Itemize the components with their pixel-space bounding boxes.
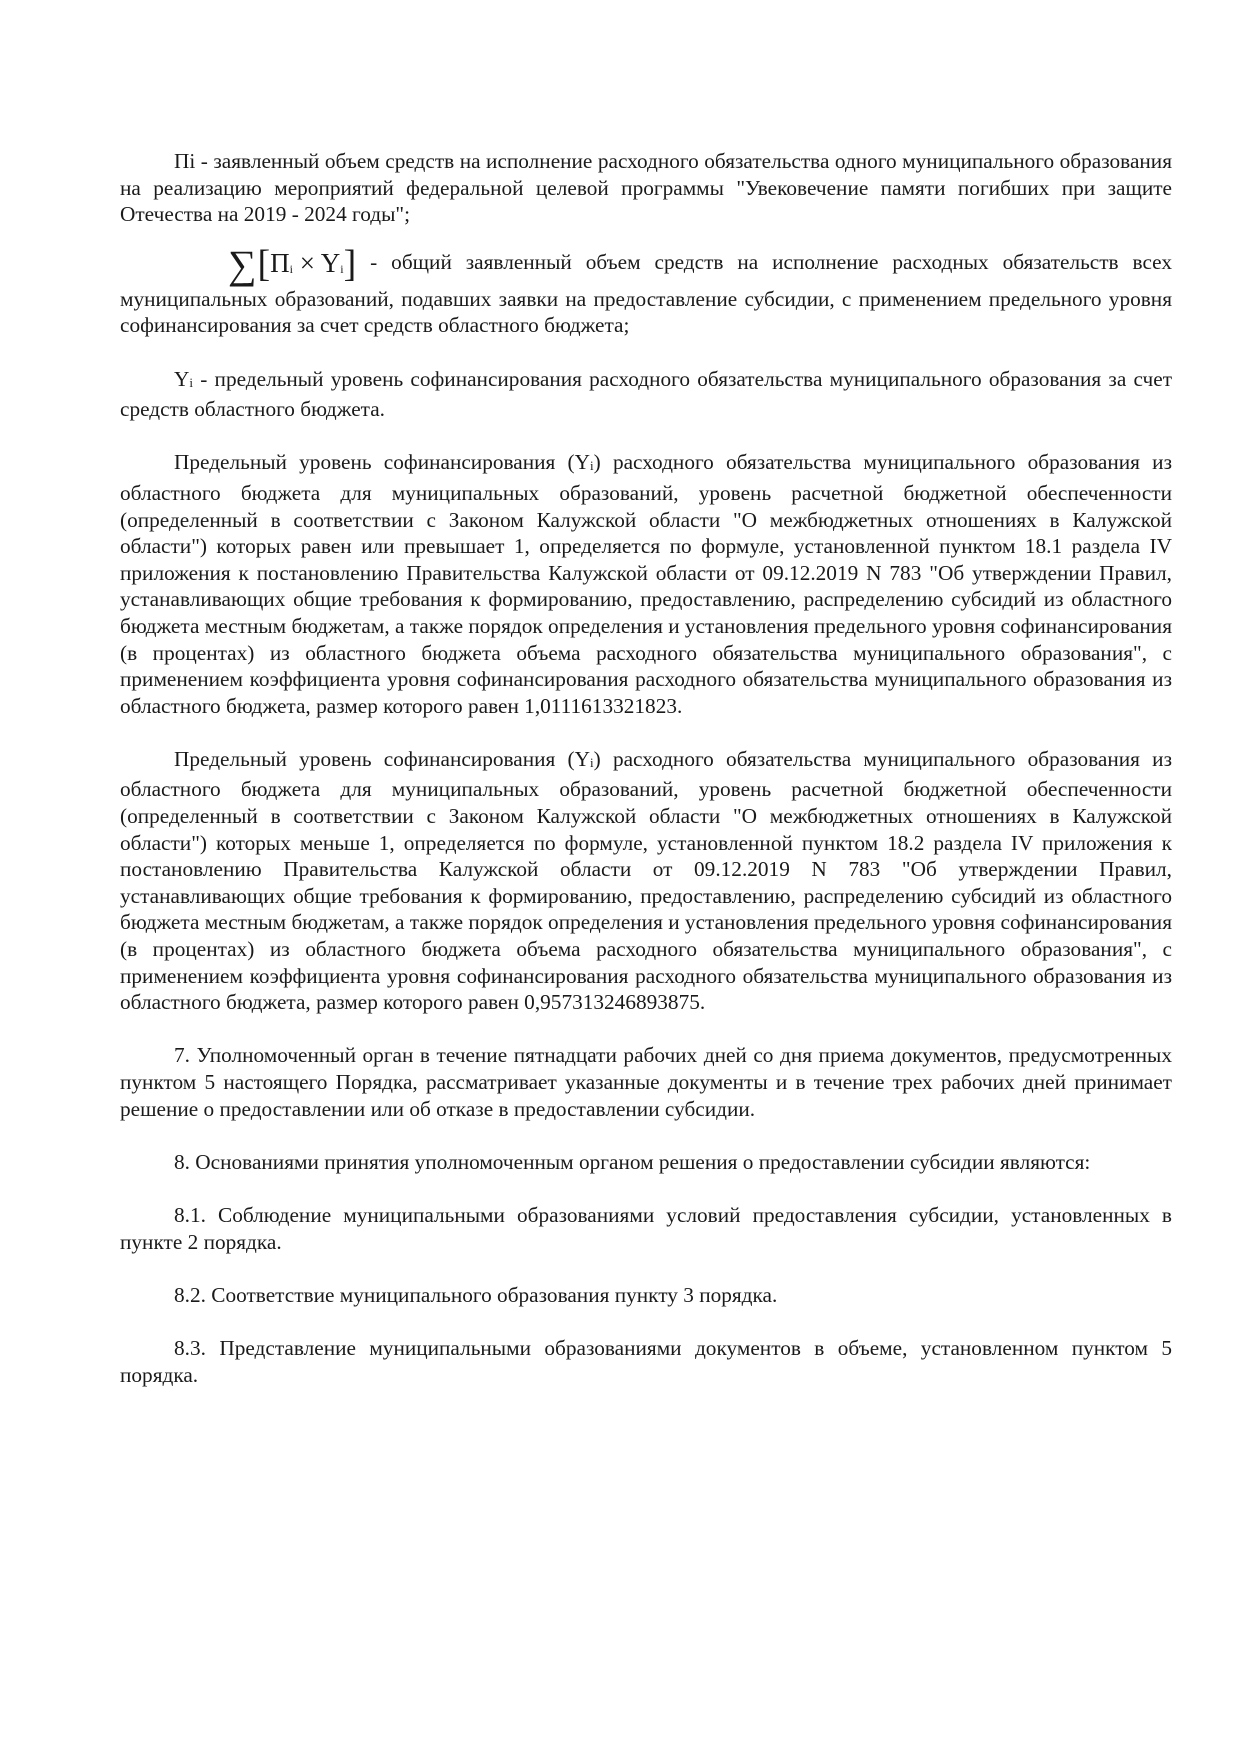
formula-open-bracket: [ bbox=[257, 242, 271, 285]
paragraph-item-8: 8. Основаниями принятия уполномоченным органом решения о предоставлении субсидии являются: bbox=[174, 1149, 1091, 1174]
paragraph-cofinancing-ge1: Предельный уровень софинансирования $(Y_i)$ расходного обязательства муниципального образования из областного бюджета для муниципальных образований, уровень расчетной бюджетной обеспеченности (определенный в соответствии с Законом Калужской области "О межбюджетных отношениях в Калужской области") которых равен или превышает 1, определяется по формуле, установленной пунктом 18.1 раздела IV приложения к постановлению Правительства Калужской области от 09.12.2019 N 783 "Об утверждении Правил, устанавливающих общие требования к формированию, предоставлению, распределению субсидий из областного бюджета местным бюджетам, а также порядок определения и установления предельного уровня софинансирования (в процентах) из областного бюджета объема расходного обязательства муниципального образования", с применением коэффициента уровня софинансирования расходного обязательства муниципального образования из областного бюджета, размер которого равен 1,0111613321823. bbox=[120, 450, 1172, 718]
yi-index: i bbox=[590, 458, 594, 474]
paragraph-item-8-1: 8.1. Соблюдение муниципальными образованиями условий предоставления субсидии, установленных в пункте 2 порядка. bbox=[120, 1202, 1172, 1254]
formula-pi-index: i bbox=[289, 261, 294, 276]
formula-pi: П bbox=[270, 247, 290, 278]
sum-definition-text: - общий заявленный объем средств на исполнение расходных обязательств всех муниципальных образований, подавших заявки на предоставление субсидии, с применением предельного уровня софинансирования за счет средств областного бюджета; bbox=[120, 249, 1172, 338]
formula-y-index: i bbox=[340, 261, 344, 276]
paragraph-item-8-3: 8.3. Представление муниципальными образованиями документов в объеме, установленном пунктом 5 порядка. bbox=[120, 1335, 1172, 1387]
paragraph-pi-definition: Пi - заявленный объем средств на исполнение расходного обязательства одного муниципального образования на реализацию мероприятий федеральной целевой программы "Увековечение памяти погибших при защите Отечества на 2019 - 2024 годы"; bbox=[120, 149, 1172, 227]
formula-times: × bbox=[293, 247, 321, 278]
sigma-symbol: ∑ bbox=[228, 241, 257, 287]
document-page bbox=[120, 148, 1172, 1415]
paragraph-yi-definition bbox=[120, 366, 1172, 423]
formula-y: Y bbox=[320, 247, 341, 278]
yi-definition-text: - предельный уровень софинансирования расходного обязательства муниципального образования за счет средств областного бюджета. bbox=[120, 366, 1172, 422]
paragraph-cofinancing-lt1: Предельный уровень софинансирования $(Y_i)$ расходного обязательства муниципального образования из областного бюджета для муниципальных образований, уровень расчетной бюджетной обеспеченности (определенный в соответствии с Законом Калужской области "О межбюджетных отношениях в Калужской области") которых меньше 1, определяется по формуле, установленной пунктом 18.2 раздела IV приложения к постановлению Правительства Калужской области от 09.12.2019 N 783 "Об утверждении Правил, устанавливающих общие требования к формированию, предоставлению, распределению субсидий из областного бюджета местным бюджетам, а также порядок определения и установления предельного уровня софинансирования (в процентах) из областного бюджета объема расходного обязательства муниципального образования", с применением коэффициента уровня софинансирования расходного обязательства муниципального образования из областного бюджета, размер которого равен 0,957313246893875. bbox=[120, 746, 1172, 1015]
formula-close-bracket: ] bbox=[343, 242, 357, 285]
yi-index: i bbox=[590, 754, 594, 770]
paragraph-item-8-2: 8.2. Соответствие муниципального образования пункту 3 порядка. bbox=[174, 1282, 778, 1307]
sum-formula bbox=[174, 241, 357, 287]
paragraph-item-7: 7. Уполномоченный орган в течение пятнадцати рабочих дней со дня приема документов, предусмотренных пунктом 5 настоящего Порядка, рассматривает указанные документы и в течение трех рабочих дней принимает решение о предоставлении или об отказе в предоставлении субсидии. bbox=[120, 1043, 1172, 1121]
yi-symbol: $Y_i$ bbox=[174, 366, 194, 391]
paragraph-sum-definition bbox=[120, 241, 1172, 339]
